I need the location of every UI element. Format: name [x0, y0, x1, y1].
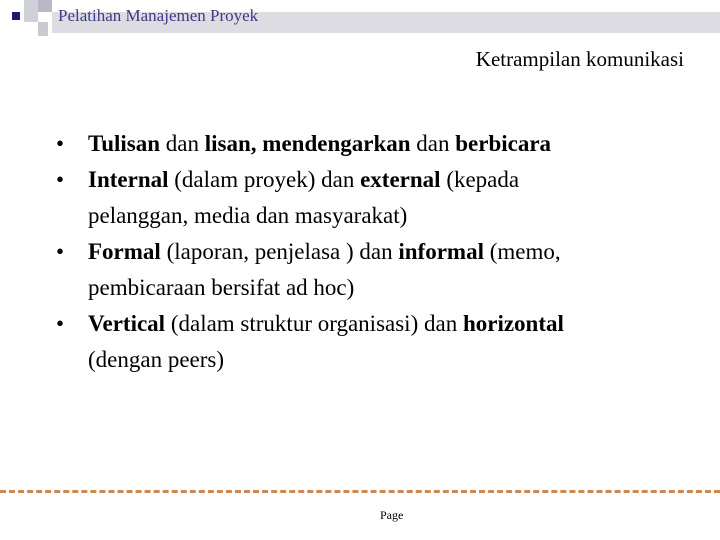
body-text: (memo,: [483, 239, 561, 264]
bullet-line: [88, 162, 696, 198]
deco-square-gray: [38, 22, 48, 36]
body-text: dan: [160, 131, 205, 156]
bullet-line: [88, 234, 696, 270]
bullet-item: [56, 234, 696, 306]
header-title: Pelatihan Manajemen Proyek: [58, 6, 259, 25]
body-text: pelanggan, media dan masyarakat): [88, 203, 408, 228]
body-text: (dalam struktur organisasi) dan: [165, 311, 463, 336]
bullet-item: [56, 162, 696, 234]
bold-text: Vertical: [88, 311, 166, 336]
page-label: Page: [380, 508, 404, 522]
body-text: (dalam proyek) dan: [168, 167, 361, 192]
bold-text: Internal: [88, 167, 169, 192]
bold-text: horizontal: [462, 311, 564, 336]
bold-text: lisan, mendengarkan: [204, 131, 411, 156]
bullet-line: [88, 342, 696, 378]
deco-square-navy: [12, 12, 20, 20]
bullet-line: [88, 306, 696, 342]
bullet-line: [88, 270, 696, 306]
deco-square-gray: [24, 0, 38, 22]
deco-square-gray: [38, 0, 52, 12]
bold-text: berbicara: [455, 131, 552, 156]
bullet-line: [88, 198, 696, 234]
footer-divider: [0, 490, 720, 493]
bold-text: informal: [398, 239, 484, 264]
bold-text: external: [360, 167, 441, 192]
body-text: dan: [410, 131, 456, 156]
body-text: pembicaraan bersifat ad hoc): [88, 275, 355, 300]
bullet-line: [88, 126, 696, 162]
bullet-item: [56, 126, 696, 162]
body-text: (dengan peers): [88, 347, 225, 372]
bullet-list: [56, 126, 696, 378]
bold-text: Formal: [88, 239, 161, 264]
bullet-item: [56, 306, 696, 378]
body-text: (laporan, penjelasa ) dan: [160, 239, 399, 264]
slide-title: Ketrampilan komunikasi: [475, 47, 684, 71]
bold-text: Tulisan: [88, 131, 161, 156]
body-text: (kepada: [440, 167, 520, 192]
